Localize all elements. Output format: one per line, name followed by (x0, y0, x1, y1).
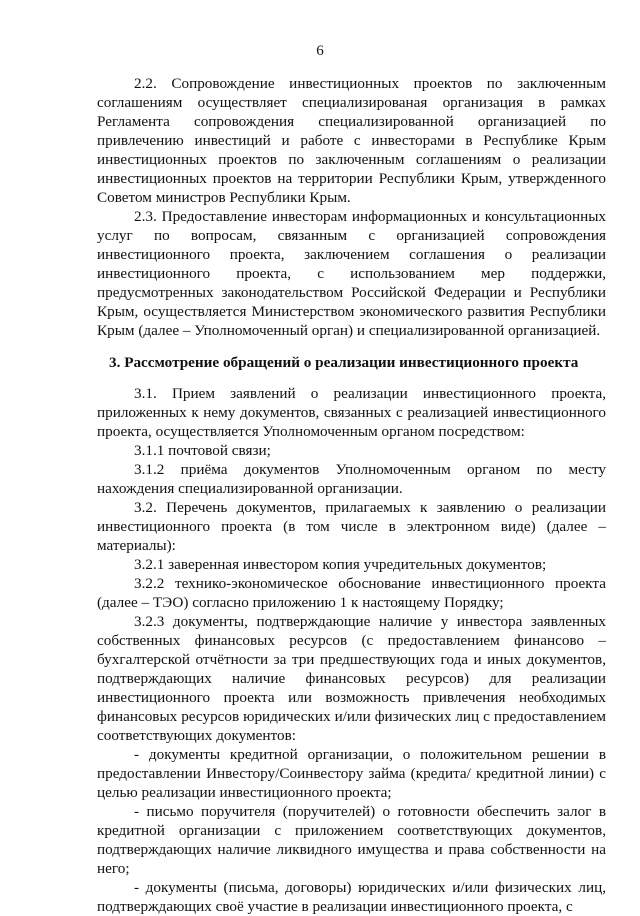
list-item-credit-documents: - документы кредитной организации, о положительном решении в предоставлении Инвестору/Соинвестору займа (кредита/ кредитной линии) с целью реализации инвестиционного проекта; (97, 746, 606, 801)
paragraph-3-2-2: 3.2.2 технико-экономическое обоснование инвестиционного проекта (далее – ТЭО) согласно приложению 1 к настоящему Порядку; (97, 575, 606, 611)
page-number: 6 (316, 43, 324, 59)
paragraph-3-1-2: 3.1.2 приёма документов Уполномоченным органом по месту нахождения специализированной организации. (97, 461, 606, 497)
document-body (97, 74, 606, 916)
paragraph-3-1: 3.1. Прием заявлений о реализации инвестиционного проекта, приложенных к нему документов, связанных с реализацией инвестиционного проекта, осуществляется Уполномоченным органом посредством: (97, 385, 606, 440)
list-item-guarantor-letter: - письмо поручителя (поручителей) о готовности обеспечить залог в кредитной организации с приложением соответствующих документов, подтверждающих наличие ликвидного имущества и права собственности на него; (97, 803, 606, 877)
section-2-paragraphs (97, 74, 606, 340)
section-heading: 3. Рассмотрение обращений о реализации инвестиционного проекта (109, 354, 579, 371)
paragraph-3-2: 3.2. Перечень документов, прилагаемых к заявлению о реализации инвестиционного проекта (в том числе в электронном виде) (далее – материалы): (97, 499, 606, 554)
paragraph-2-2: 2.2. Сопровождение инвестиционных проектов по заключенным соглашениям осуществляет специализированая организация в рамках Регламента сопровождения специализированной организацией по привлечению инвестиций и работе с инвесторами в Республике Крым инвестиционных проектов по заключенным соглашениям о реализации инвестиционных проектов на территории Республики Крым, утвержденного Советом министров Республики Крым. (97, 75, 606, 206)
section-3-paragraphs (97, 384, 606, 916)
paragraph-2-3: 2.3. Предоставление инвесторам информационных и консультационных услуг по вопросам, связанным с организацией сопровождения инвестиционного проекта, заключением соглашения о реализации инвестиционного проекта, с использованием мер поддержки, предусмотренных законодательством Российской Федерации и Республики Крым, осуществляется Министерством экономического развития Республики Крым (далее – Уполномоченный орган) и специализированной организацией. (97, 208, 606, 339)
paragraph-3-2-3: 3.2.3 документы, подтверждающие наличие у инвестора заявленных собственных финансовых ресурсов (с предоставлением финансово – бухгалтерской отчётности за три предшествующих года и иных документов, подтверждающих наличие финансовых ресурсов) для реализации инвестиционного проекта или возможность привлечения необходимых финансовых ресурсов юридических и/или физических лиц с предоставлением соответствующих документов: (97, 613, 606, 744)
paragraph-3-2-1: 3.2.1 заверенная инвестором копия учредительных документов; (134, 556, 547, 573)
paragraph-3-1-1: 3.1.1 почтовой связи; (134, 442, 271, 459)
list-item-participation-documents: - документы (письма, договоры) юридических и/или физических лиц, подтверждающих своё участие в реализации инвестиционного проекта, с (97, 879, 606, 915)
